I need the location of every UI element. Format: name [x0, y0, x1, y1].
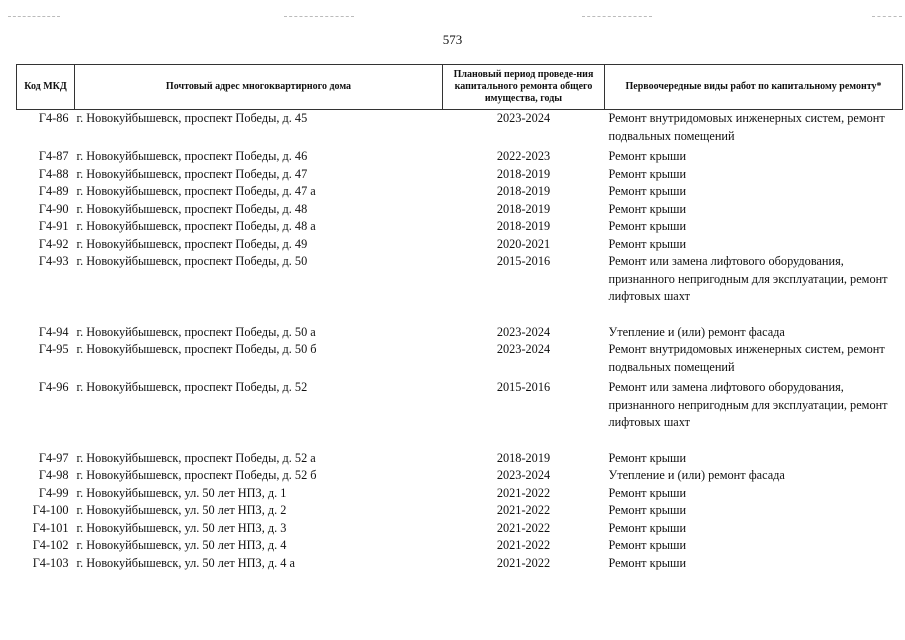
repair-plan-table — [16, 64, 902, 572]
row-period: 2018-2019 — [496, 201, 551, 216]
row-works: Ремонт крыши — [608, 219, 687, 233]
table-row — [17, 218, 903, 236]
row-address: г. Новокуйбышевск, проспект Победы, д. 48 а — [76, 219, 316, 233]
row-period: 2021-2022 — [496, 538, 551, 552]
row-code: Г4-90 — [38, 201, 69, 216]
row-period: 2018-2019 — [496, 184, 551, 198]
row-works: Ремонт крыши — [608, 201, 687, 216]
row-works: Ремонт крыши — [608, 166, 687, 181]
row-works: Ремонт крыши — [608, 538, 687, 552]
table-row — [17, 201, 903, 219]
scan-mark — [8, 16, 60, 17]
row-code: Г4-98 — [38, 468, 69, 482]
row-address: г. Новокуйбышевск, проспект Победы, д. 52 а — [76, 450, 316, 465]
row-works: Ремонт крыши — [608, 520, 687, 535]
row-period: 2021-2022 — [496, 555, 551, 570]
row-period: 2015-2016 — [496, 380, 551, 394]
row-period: 2018-2019 — [496, 450, 551, 465]
row-code: Г4-89 — [38, 184, 69, 198]
header-address: Почтовый адрес многоквартирного дома — [75, 65, 443, 110]
header-period: Плановый период проведе-ния капитального ремонта общего имущества, годы — [443, 65, 605, 110]
row-address: г. Новокуйбышевск, ул. 50 лет НПЗ, д. 2 — [76, 503, 287, 517]
row-code: Г4-88 — [38, 166, 69, 181]
row-code: Г4-94 — [38, 324, 69, 339]
row-works: Ремонт крыши — [608, 184, 687, 198]
table-row — [17, 520, 903, 538]
row-code: Г4-93 — [38, 254, 69, 268]
table-row — [17, 537, 903, 555]
row-address: г. Новокуйбышевск, проспект Победы, д. 50 а — [76, 324, 316, 339]
table-row — [17, 555, 903, 573]
row-address: г. Новокуйбышевск, ул. 50 лет НПЗ, д. 4 — [76, 538, 287, 552]
row-code: Г4-95 — [38, 342, 69, 356]
row-address: г. Новокуйбышевск, проспект Победы, д. 47 — [76, 166, 308, 181]
row-code: Г4-86 — [38, 111, 69, 125]
row-period: 2023-2024 — [496, 111, 551, 125]
row-period: 2023-2024 — [496, 468, 551, 482]
header-works: Первоочередные виды работ по капитальному ремонту* — [605, 65, 903, 110]
row-address: г. Новокуйбышевск, ул. 50 лет НПЗ, д. 1 — [76, 485, 287, 500]
table-row — [17, 183, 903, 201]
table-row — [17, 236, 903, 254]
row-code: Г4-96 — [38, 380, 69, 394]
row-period: 2023-2024 — [496, 342, 551, 356]
table-row — [17, 148, 903, 166]
table-row — [17, 166, 903, 184]
row-works: Ремонт или замена лифтового оборудования, признанного непригодным для эксплуатации, ремонт лифтовых шахт — [608, 380, 888, 429]
row-works: Ремонт крыши — [608, 236, 687, 251]
row-works: Ремонт внутридомовых инженерных систем, ремонт подвальных помещений — [608, 111, 885, 143]
row-works: Утепление и (или) ремонт фасада — [608, 324, 785, 339]
row-address: г. Новокуйбышевск, проспект Победы, д. 45 — [76, 111, 308, 125]
row-period: 2018-2019 — [496, 166, 551, 181]
scan-mark — [582, 16, 652, 17]
row-code: Г4-87 — [38, 149, 69, 163]
table-header-row — [17, 65, 903, 110]
table-row — [17, 324, 903, 342]
row-works: Ремонт крыши — [608, 503, 687, 517]
row-address: г. Новокуйбышевск, проспект Победы, д. 48 — [76, 201, 308, 216]
row-code: Г4-103 — [32, 555, 69, 570]
row-works: Ремонт крыши — [608, 450, 687, 465]
row-works: Ремонт или замена лифтового оборудования, признанного непригодным для эксплуатации, ремонт лифтовых шахт — [608, 254, 888, 303]
header-code: Код МКД — [17, 65, 75, 110]
row-works: Ремонт внутридомовых инженерных систем, ремонт подвальных помещений — [608, 342, 885, 374]
table-row — [17, 379, 903, 450]
row-address: г. Новокуйбышевск, проспект Победы, д. 50 б — [76, 342, 317, 356]
row-address: г. Новокуйбышевск, ул. 50 лет НПЗ, д. 3 — [76, 520, 287, 535]
page-number: 573 — [442, 32, 463, 47]
row-period: 2020-2021 — [496, 236, 551, 251]
row-works: Ремонт крыши — [608, 149, 687, 163]
row-code: Г4-102 — [32, 538, 69, 552]
row-works: Ремонт крыши — [608, 485, 687, 500]
row-address: г. Новокуйбышевск, проспект Победы, д. 52 — [76, 380, 308, 394]
row-works: Ремонт крыши — [608, 555, 687, 570]
row-period: 2015-2016 — [496, 254, 551, 268]
row-period: 2023-2024 — [496, 324, 551, 339]
table-row — [17, 450, 903, 468]
row-works: Утепление и (или) ремонт фасада — [608, 468, 785, 482]
row-period: 2021-2022 — [496, 520, 551, 535]
row-code: Г4-97 — [38, 450, 69, 465]
table-row — [17, 341, 903, 379]
row-address: г. Новокуйбышевск, ул. 50 лет НПЗ, д. 4 а — [76, 555, 295, 570]
row-code: Г4-100 — [32, 503, 69, 517]
row-period: 2022-2023 — [496, 149, 551, 163]
row-address: г. Новокуйбышевск, проспект Победы, д. 50 — [76, 254, 308, 268]
row-address: г. Новокуйбышевск, проспект Победы, д. 52 б — [76, 468, 317, 482]
row-code: Г4-99 — [38, 485, 69, 500]
row-code: Г4-101 — [32, 520, 69, 535]
row-code: Г4-92 — [38, 236, 69, 251]
table-row — [17, 253, 903, 324]
row-period: 2021-2022 — [496, 503, 551, 517]
row-address: г. Новокуйбышевск, проспект Победы, д. 46 — [76, 149, 308, 163]
row-period: 2021-2022 — [496, 485, 551, 500]
table-row — [17, 502, 903, 520]
scan-mark — [872, 16, 902, 17]
table-row — [17, 110, 903, 149]
table-row — [17, 467, 903, 485]
row-period: 2018-2019 — [496, 219, 551, 233]
row-code: Г4-91 — [38, 219, 69, 233]
scan-mark — [284, 16, 354, 17]
row-address: г. Новокуйбышевск, проспект Победы, д. 47 а — [76, 184, 316, 198]
table-row — [17, 485, 903, 503]
row-address: г. Новокуйбышевск, проспект Победы, д. 49 — [76, 236, 308, 251]
